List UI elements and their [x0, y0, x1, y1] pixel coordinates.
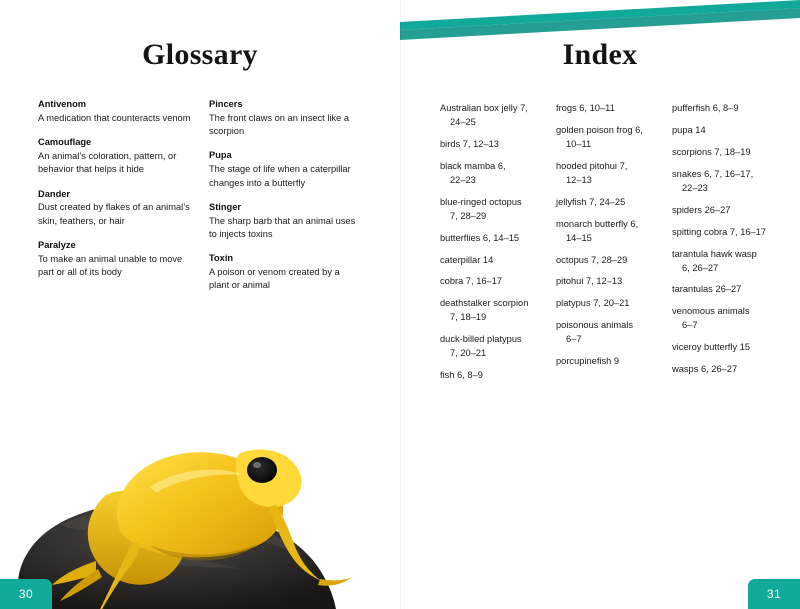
- index-entry-pages: 26–27: [715, 284, 742, 295]
- index-entry-pages-cont: 6–7: [682, 320, 698, 331]
- glossary-term: Pincers: [209, 99, 243, 109]
- glossary-entry: [209, 201, 362, 241]
- glossary-entry: [209, 149, 362, 189]
- index-entry: [672, 363, 774, 377]
- index-entry-pages: 15: [739, 342, 751, 353]
- index-entry-label: duck-billed platypus: [440, 334, 522, 345]
- frog-photo: [0, 329, 400, 609]
- index-entry-label: porcupinefish: [556, 356, 612, 367]
- index-entry-label: venomous animals: [672, 306, 750, 317]
- page-number-right: 31: [748, 579, 800, 609]
- glossary-definition: To make an animal unable to move part or all of its body: [38, 253, 183, 277]
- page-gutter: [400, 0, 401, 609]
- index-entry: [556, 160, 658, 188]
- index-entry: [672, 146, 774, 160]
- index-entry-pages: 6,: [630, 218, 639, 229]
- glossary-term: Camouflage: [38, 137, 92, 148]
- glossary-term: Stinger: [209, 201, 242, 212]
- glossary-entry: [38, 136, 191, 176]
- index-entry-label: wasps: [672, 364, 699, 375]
- index-entry-label: jellyfish: [556, 196, 587, 207]
- glossary-definition: A medication that counteracts venom: [38, 112, 191, 123]
- index-entry-label: pupa: [672, 124, 693, 135]
- index-entry-pages: 7, 12–13: [462, 138, 499, 149]
- index-entry-pages-cont: 7, 28–29: [450, 210, 487, 221]
- index-entry-label: Australian box jelly: [440, 103, 518, 113]
- index-entry: [556, 102, 658, 116]
- index-entry-pages: 6, 7, 16–17,: [704, 168, 754, 179]
- index-entry-label: frogs: [556, 103, 577, 113]
- index-entry: [440, 275, 542, 289]
- page-title-index: Index: [562, 38, 638, 71]
- index-entry-pages-cont: 12–13: [566, 174, 592, 185]
- index-entry-pages: 9: [613, 356, 620, 367]
- index-entry: [672, 124, 774, 138]
- index-entry: [556, 355, 658, 369]
- glossary-term: Antivenom: [38, 99, 87, 109]
- index-entry-label: golden poison frog: [556, 124, 633, 135]
- index-entry-label: hooded pitohui: [556, 160, 618, 171]
- index-entry-label: tarantula hawk wasp: [672, 248, 757, 259]
- index-entry-pages-cont: 10–11: [566, 138, 592, 149]
- index-entry: [672, 305, 774, 333]
- index-entry-pages: 7, 18–19: [714, 146, 751, 157]
- index-column-2: [556, 102, 658, 391]
- index-entry: [556, 196, 658, 210]
- index-entry-pages: 7,: [520, 103, 528, 113]
- index-entry-label: birds: [440, 138, 461, 149]
- index-entry: [556, 218, 658, 246]
- index-entry-pages: 6,: [497, 160, 506, 171]
- glossary-definition: An animal’s coloration, pattern, or behavior that helps it hide: [38, 150, 177, 175]
- glossary-term: Toxin: [209, 253, 234, 264]
- index-entry-pages: 14: [695, 124, 706, 135]
- index-entry-pages: 7, 12–13: [586, 276, 623, 287]
- index-entry: [440, 196, 542, 224]
- index-entry-label: spiders: [672, 204, 702, 215]
- index-columns: [440, 102, 774, 391]
- index-column-3: [672, 102, 774, 391]
- glossary-entry: [209, 252, 362, 292]
- index-entry: [556, 275, 658, 289]
- index-entry-pages: 6, 8–9: [712, 103, 739, 113]
- glossary-definition: A poison or venom created by a plant or animal: [209, 267, 340, 291]
- index-entry-pages-cont: 6, 26–27: [682, 262, 719, 273]
- page-number-left: 30: [0, 579, 52, 609]
- index-entry-label: caterpillar: [440, 254, 481, 265]
- index-entry-label: fish: [440, 370, 455, 381]
- index-entry: [672, 248, 774, 276]
- index-entry-pages-cont: 6–7: [566, 334, 582, 345]
- glossary-entry: [209, 98, 362, 138]
- index-entry-label: blue-ringed octopus: [440, 196, 522, 207]
- index-entry-label: octopus: [556, 254, 589, 265]
- index-entry: [556, 124, 658, 152]
- index-entry-pages-cont: 24–25: [450, 116, 476, 127]
- index-entry: [672, 283, 774, 297]
- index-entry: [672, 341, 774, 355]
- index-entry-label: spitting cobra: [672, 226, 728, 237]
- index-entry-pages: 7, 20–21: [593, 298, 630, 309]
- index-entry-pages: 7, 16–17: [465, 276, 503, 287]
- index-entry: [672, 226, 774, 240]
- glossary-definition: The sharp barb that an animal uses to injects toxins: [209, 215, 356, 239]
- index-entry-label: snakes: [672, 168, 702, 179]
- right-page: [400, 0, 800, 609]
- index-entry-pages-cont: 22–23: [682, 182, 708, 193]
- index-entry-label: butterflies: [440, 232, 481, 243]
- index-entry: [672, 168, 774, 196]
- glossary-column-2: [209, 98, 362, 304]
- index-entry: [440, 333, 542, 361]
- glossary-definition: The stage of life when a caterpillar changes into a butterfly: [209, 164, 351, 188]
- index-entry-pages-cont: 22–23: [450, 174, 476, 185]
- glossary-term: Paralyze: [38, 239, 76, 250]
- index-entry-pages-cont: 14–15: [566, 232, 592, 243]
- index-entry: [440, 232, 542, 246]
- index-entry-pages: 6, 26–27: [700, 364, 738, 375]
- index-entry-pages-cont: 7, 20–21: [450, 348, 487, 359]
- index-entry: [440, 102, 542, 130]
- index-entry-pages: 7, 24–25: [589, 196, 626, 207]
- glossary-columns: [38, 98, 362, 304]
- index-entry-pages: 6, 8–9: [457, 370, 483, 381]
- index-entry-label: pufferfish: [672, 103, 711, 113]
- index-entry: [672, 102, 774, 116]
- index-entry-pages: 26–27: [704, 204, 731, 215]
- index-entry-label: monarch butterfly: [556, 218, 628, 229]
- index-entry: [672, 204, 774, 218]
- glossary-term: Pupa: [209, 150, 232, 161]
- glossary-definition: The front claws on an insect like a scorpion: [209, 112, 350, 137]
- glossary-term: Dander: [38, 188, 71, 199]
- index-entry: [440, 160, 542, 188]
- glossary-entry: [38, 239, 191, 279]
- page-title-glossary: Glossary: [142, 38, 258, 71]
- glossary-definition: Dust created by flakes of an animal’s skin, feathers, or hair: [38, 202, 190, 226]
- index-entry-label: deathstalker scorpion: [440, 298, 529, 309]
- index-entry-label: black mamba: [440, 160, 496, 171]
- index-entry: [556, 254, 658, 268]
- index-entry: [556, 319, 658, 347]
- index-column-1: [440, 102, 542, 391]
- index-entry: [556, 297, 658, 311]
- index-entry-pages: 6,: [635, 124, 643, 135]
- index-entry-pages: 7, 28–29: [591, 254, 628, 265]
- index-entry: [440, 138, 542, 152]
- index-entry-pages-cont: 7, 18–19: [450, 312, 487, 323]
- glossary-entry: [38, 188, 191, 228]
- index-entry-label: viceroy butterfly: [672, 342, 738, 353]
- index-entry-label: poisonous animals: [556, 320, 634, 331]
- index-entry-pages: 6, 10–11: [579, 103, 615, 113]
- index-entry-label: tarantulas: [672, 284, 713, 295]
- index-entry-label: scorpions: [672, 146, 712, 157]
- glossary-column-1: [38, 98, 191, 304]
- index-entry-pages: 14: [482, 254, 494, 265]
- index-entry-pages: 6, 14–15: [482, 232, 520, 243]
- index-entry-pages: 7,: [619, 160, 628, 171]
- index-entry: [440, 369, 542, 383]
- index-entry: [440, 297, 542, 325]
- glossary-entry: [38, 98, 191, 125]
- index-entry-label: pitohui: [556, 276, 584, 287]
- index-entry: [440, 254, 542, 268]
- index-entry-pages: 7, 16–17: [729, 226, 767, 237]
- index-entry-label: cobra: [440, 276, 464, 287]
- index-entry-label: platypus: [556, 298, 591, 309]
